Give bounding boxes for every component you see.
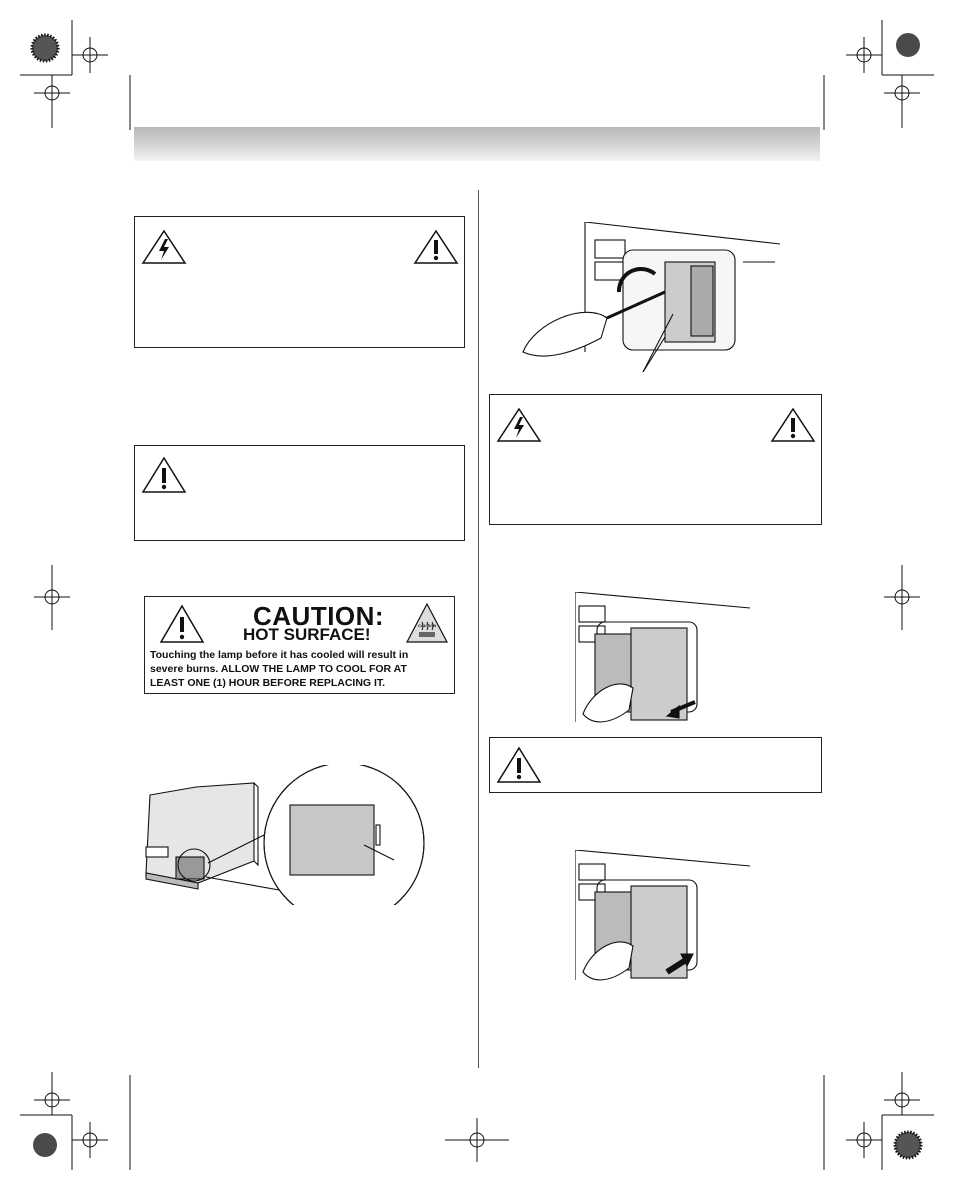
hot-surface-icon [406, 603, 448, 643]
exclamation-warning-icon [413, 229, 459, 265]
exclamation-warning-icon [159, 604, 205, 644]
registration-mark-icon [445, 1118, 509, 1162]
caution-title: CAUTION: [253, 601, 385, 631]
registration-mark-icon [884, 565, 920, 630]
hot-surface-icon-text: CAUTION [418, 623, 437, 628]
registration-mark-icon [72, 1122, 108, 1158]
registration-mark-icon [34, 75, 70, 128]
lightning-warning-icon [141, 229, 187, 265]
tv-rear-illustration [136, 765, 436, 905]
color-target-icon [896, 33, 920, 57]
lamp-install-illustration [575, 850, 750, 990]
registration-mark-icon [72, 37, 108, 73]
lamp-removal-illustration [575, 592, 750, 727]
exclamation-warning-icon [770, 407, 816, 443]
caution-subtitle: HOT SURFACE! [243, 625, 371, 644]
warning-box-caution-right [489, 737, 822, 793]
warning-box-shock-right [489, 394, 822, 525]
exclamation-warning-icon [141, 456, 187, 494]
color-target-icon [32, 35, 58, 61]
registration-mark-icon [34, 565, 70, 630]
exclamation-warning-icon [496, 746, 542, 784]
color-target-icon [33, 1133, 57, 1157]
lightning-warning-icon [496, 407, 542, 443]
hot-surface-label [144, 596, 455, 694]
color-target-icon [895, 1132, 921, 1158]
column-divider [478, 190, 479, 1068]
registration-mark-icon [846, 1122, 882, 1158]
caution-body: Touching the lamp before it has cooled will result in severe burns. ALLOW THE LAMP TO COOL FOR AT LEAST ONE (1) HOUR BEFORE REPLACING IT. [150, 649, 409, 689]
warning-box-caution [134, 445, 465, 541]
registration-mark-icon [884, 1072, 920, 1115]
section-header-bar [134, 127, 820, 161]
registration-mark-icon [34, 1072, 70, 1115]
registration-mark-icon [884, 75, 920, 128]
warning-box-shock [134, 216, 465, 348]
lamp-cover-screw-illustration [515, 222, 780, 372]
registration-mark-icon [846, 37, 882, 73]
